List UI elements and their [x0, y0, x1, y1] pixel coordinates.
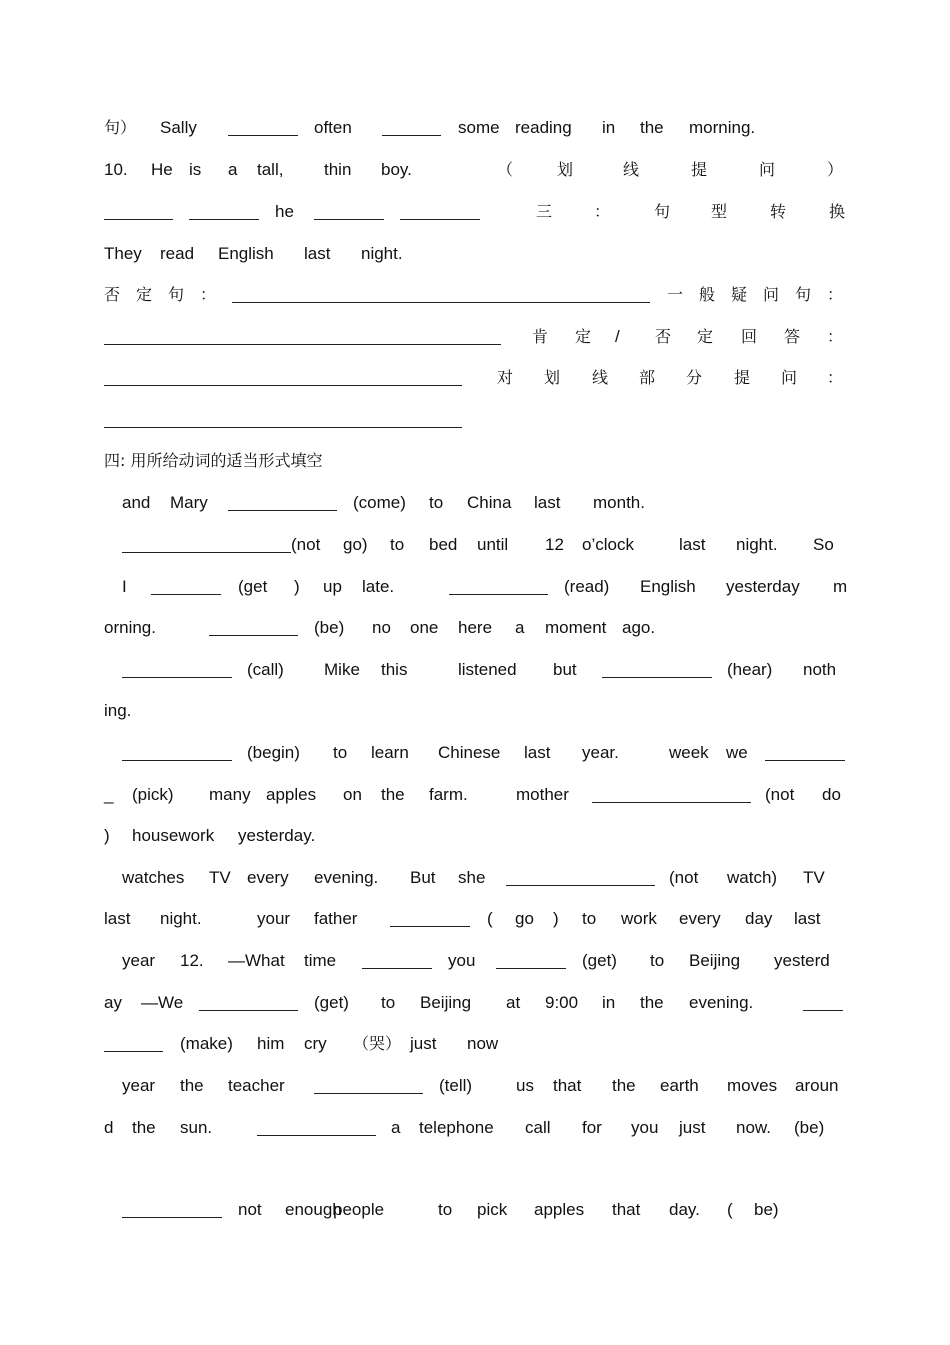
worksheet-word: listened	[458, 660, 517, 679]
worksheet-word: yesterday	[726, 577, 800, 596]
worksheet-word: the	[381, 785, 405, 804]
worksheet-word: ing.	[104, 701, 132, 720]
answer-blank[interactable]	[506, 885, 655, 886]
worksheet-word: (make)	[180, 1034, 233, 1053]
worksheet-word: year	[122, 951, 156, 970]
worksheet-word: he	[275, 202, 294, 221]
worksheet-word: is	[189, 160, 202, 179]
worksheet-word: 转	[770, 202, 787, 221]
worksheet-word: thin	[324, 160, 352, 179]
worksheet-word: you	[631, 1118, 659, 1137]
worksheet-word: call	[525, 1118, 551, 1137]
worksheet-word: farm.	[429, 785, 468, 804]
worksheet-word: learn	[371, 743, 409, 762]
worksheet-word: —What	[228, 951, 285, 970]
worksheet-word: 线	[623, 160, 640, 179]
worksheet-word: 对	[497, 368, 514, 387]
worksheet-line	[0, 158, 950, 182]
worksheet-word: Mike	[324, 660, 360, 679]
worksheet-word: go)	[343, 535, 368, 554]
worksheet-word: morning.	[689, 118, 756, 137]
worksheet-word: boy.	[381, 160, 412, 179]
worksheet-line	[0, 575, 950, 599]
worksheet-word: now	[467, 1034, 499, 1053]
worksheet-line	[0, 1198, 950, 1222]
answer-blank[interactable]	[592, 802, 751, 803]
worksheet-line	[0, 741, 950, 765]
worksheet-word: tall,	[257, 160, 284, 179]
worksheet-word: evening.	[689, 993, 754, 1012]
worksheet-word: you	[448, 951, 476, 970]
worksheet-line	[0, 991, 950, 1015]
worksheet-word: up	[323, 577, 342, 596]
worksheet-word: 句	[795, 285, 812, 304]
worksheet-word: 定	[575, 327, 592, 346]
worksheet-line	[0, 491, 950, 515]
worksheet-word: He	[151, 160, 173, 179]
worksheet-word: ：	[594, 202, 611, 221]
worksheet-line	[0, 658, 950, 682]
worksheet-word: bed	[429, 535, 458, 554]
worksheet-word: 回	[741, 327, 758, 346]
worksheet-word: teacher	[228, 1076, 285, 1095]
worksheet-word: 10.	[104, 160, 128, 179]
worksheet-word: 问	[759, 160, 776, 179]
worksheet-word: last	[679, 535, 706, 554]
worksheet-word: every	[679, 909, 721, 928]
worksheet-line	[0, 824, 950, 848]
worksheet-word: watches	[122, 868, 185, 887]
worksheet-word: day	[745, 909, 773, 928]
answer-blank[interactable]	[104, 219, 173, 220]
answer-blank[interactable]	[496, 968, 566, 969]
worksheet-word: last	[104, 909, 131, 928]
worksheet-word: yesterday.	[238, 826, 316, 845]
worksheet-word: 分	[686, 368, 703, 387]
worksheet-word: time	[304, 951, 337, 970]
worksheet-line	[0, 616, 950, 640]
worksheet-word: late.	[362, 577, 395, 596]
worksheet-word: we	[726, 743, 748, 762]
worksheet-word: 换	[829, 202, 846, 221]
worksheet-word: aroun	[795, 1076, 839, 1095]
worksheet-word: 肯	[532, 327, 549, 346]
worksheet-line	[0, 325, 950, 349]
worksheet-word: 否	[104, 285, 121, 304]
answer-blank[interactable]	[449, 594, 548, 595]
worksheet-word: not	[238, 1200, 262, 1219]
worksheet-word: 问	[763, 285, 780, 304]
worksheet-word: Mary	[170, 493, 208, 512]
worksheet-word: week	[669, 743, 709, 762]
worksheet-word: (pick)	[132, 785, 174, 804]
worksheet-word: evening.	[314, 868, 379, 887]
worksheet-word: a	[391, 1118, 401, 1137]
worksheet-word: last	[524, 743, 551, 762]
answer-blank[interactable]	[382, 135, 441, 136]
answer-blank[interactable]	[314, 1093, 423, 1094]
answer-blank[interactable]	[765, 760, 845, 761]
worksheet-word: (read)	[564, 577, 610, 596]
worksheet-word: (not	[291, 535, 321, 554]
worksheet-word: work	[621, 909, 657, 928]
worksheet-word: sun.	[180, 1118, 213, 1137]
worksheet-word: earth	[660, 1076, 699, 1095]
worksheet-word: (	[727, 1200, 733, 1219]
worksheet-word: China	[467, 493, 512, 512]
answer-blank[interactable]	[257, 1135, 376, 1136]
worksheet-word: she	[458, 868, 486, 887]
answer-blank[interactable]	[151, 594, 221, 595]
worksheet-word: 句	[654, 202, 671, 221]
worksheet-word: some	[458, 118, 500, 137]
worksheet-word: (	[487, 909, 493, 928]
answer-blank[interactable]	[228, 135, 298, 136]
worksheet-word: year.	[582, 743, 619, 762]
worksheet-word: do	[822, 785, 841, 804]
worksheet-word: 划	[544, 368, 561, 387]
worksheet-word: enough	[285, 1200, 342, 1219]
worksheet-line	[0, 116, 950, 140]
worksheet-word: (come)	[353, 493, 406, 512]
answer-blank[interactable]	[228, 510, 337, 511]
worksheet-word: Sally	[160, 118, 197, 137]
worksheet-word: housework	[132, 826, 215, 845]
worksheet-word: day.	[669, 1200, 700, 1219]
worksheet-word: 一	[667, 285, 684, 304]
worksheet-word: （	[497, 160, 514, 179]
worksheet-word: (be)	[794, 1118, 825, 1137]
worksheet-line	[0, 783, 950, 807]
worksheet-word: cry	[304, 1034, 327, 1053]
worksheet-word: (get)	[582, 951, 617, 970]
worksheet-word: on	[343, 785, 362, 804]
worksheet-word: 12	[545, 535, 564, 554]
worksheet-word: apples	[534, 1200, 585, 1219]
worksheet-word: 线	[592, 368, 609, 387]
worksheet-word: 般	[699, 285, 716, 304]
worksheet-word: month.	[593, 493, 645, 512]
worksheet-word: for	[582, 1118, 602, 1137]
answer-blank[interactable]	[390, 926, 470, 927]
worksheet-word: (not	[669, 868, 699, 887]
worksheet-word: us	[516, 1076, 534, 1095]
answer-blank[interactable]	[104, 427, 462, 428]
worksheet-word: in	[602, 118, 616, 137]
worksheet-word: reading	[515, 118, 572, 137]
worksheet-word: ago.	[622, 618, 656, 637]
answer-blank[interactable]	[199, 1010, 298, 1011]
worksheet-word: (tell)	[439, 1076, 473, 1095]
worksheet-word: d	[104, 1118, 114, 1137]
worksheet-word: read	[160, 244, 195, 263]
worksheet-word: to	[650, 951, 665, 970]
worksheet-word: 否	[655, 327, 672, 346]
worksheet-word: 定	[136, 285, 153, 304]
worksheet-word: the	[612, 1076, 636, 1095]
answer-blank[interactable]	[104, 1051, 163, 1052]
worksheet-word: (be)	[314, 618, 345, 637]
worksheet-word: every	[247, 868, 289, 887]
worksheet-word: last	[534, 493, 561, 512]
worksheet-word: yesterd	[774, 951, 830, 970]
worksheet-word: _	[104, 785, 114, 804]
worksheet-word: night.	[361, 244, 403, 263]
worksheet-line	[0, 283, 950, 307]
worksheet-word: /	[615, 327, 620, 346]
answer-blank[interactable]	[122, 1217, 222, 1218]
worksheet-word: ：	[827, 368, 844, 387]
worksheet-word: night.	[736, 535, 778, 554]
worksheet-word: （哭）	[353, 1034, 402, 1053]
worksheet-word: noth	[803, 660, 837, 679]
worksheet-line	[0, 949, 950, 973]
worksheet-word: 提	[734, 368, 751, 387]
answer-blank[interactable]	[122, 760, 232, 761]
answer-blank[interactable]	[189, 219, 259, 220]
worksheet-word: English	[218, 244, 274, 263]
worksheet-word: (get	[238, 577, 268, 596]
worksheet-word: the	[180, 1076, 204, 1095]
worksheet-line	[0, 907, 950, 931]
worksheet-word: 四: 用所给动词的适当形式填空	[104, 451, 323, 470]
worksheet-word: TV	[209, 868, 231, 887]
worksheet-word: I	[122, 577, 127, 596]
worksheet-word: the	[640, 118, 664, 137]
worksheet-word: English	[640, 577, 696, 596]
worksheet-word: to	[333, 743, 348, 762]
worksheet-word: now.	[736, 1118, 771, 1137]
worksheet-word: one	[410, 618, 439, 637]
worksheet-word: Beijing	[420, 993, 472, 1012]
worksheet-word: 问	[781, 368, 798, 387]
worksheet-word: to	[390, 535, 405, 554]
worksheet-line	[0, 1032, 950, 1056]
worksheet-word: 部	[639, 368, 656, 387]
worksheet-word: (get)	[314, 993, 349, 1012]
worksheet-word: father	[314, 909, 358, 928]
worksheet-word: 9:00	[545, 993, 579, 1012]
worksheet-line	[0, 1116, 950, 1140]
answer-blank[interactable]	[362, 968, 432, 969]
worksheet-word: in	[602, 993, 616, 1012]
worksheet-word: ay	[104, 993, 122, 1012]
worksheet-word: 答	[784, 327, 801, 346]
worksheet-word: night.	[160, 909, 202, 928]
worksheet-word: (hear)	[727, 660, 773, 679]
worksheet-word: to	[438, 1200, 453, 1219]
worksheet-word: )	[553, 909, 559, 928]
worksheet-word: be)	[754, 1200, 779, 1219]
worksheet-line	[0, 408, 950, 432]
worksheet-word: at	[506, 993, 521, 1012]
worksheet-word: last	[304, 244, 331, 263]
worksheet-line	[0, 366, 950, 390]
worksheet-word: moment	[545, 618, 607, 637]
worksheet-word: TV	[803, 868, 825, 887]
worksheet-word: 划	[557, 160, 574, 179]
worksheet-word: ：	[827, 285, 844, 304]
answer-blank[interactable]	[209, 635, 298, 636]
worksheet-line	[0, 200, 950, 224]
worksheet-word: that	[612, 1200, 641, 1219]
worksheet-word: 定	[697, 327, 714, 346]
worksheet-word: a	[228, 160, 238, 179]
worksheet-word: pick	[477, 1200, 508, 1219]
worksheet-word: just	[679, 1118, 706, 1137]
answer-blank[interactable]	[602, 677, 712, 678]
worksheet-word: moves	[727, 1076, 778, 1095]
worksheet-word: 疑	[731, 285, 748, 304]
answer-blank[interactable]	[314, 219, 384, 220]
worksheet-word: but	[553, 660, 577, 679]
worksheet-word: So	[813, 535, 834, 554]
answer-blank[interactable]	[122, 677, 232, 678]
worksheet-line	[0, 866, 950, 890]
worksheet-word: that	[553, 1076, 582, 1095]
worksheet-word: (call)	[247, 660, 284, 679]
answer-blank[interactable]	[803, 1010, 843, 1011]
worksheet-word: But	[410, 868, 436, 887]
worksheet-line	[0, 699, 950, 723]
worksheet-word: until	[477, 535, 509, 554]
worksheet-word: mother	[516, 785, 569, 804]
worksheet-line	[0, 242, 950, 266]
worksheet-word: m	[833, 577, 848, 596]
worksheet-word: They	[104, 244, 142, 263]
worksheet-word: year	[122, 1076, 156, 1095]
answer-blank[interactable]	[400, 219, 480, 220]
worksheet-word: to	[582, 909, 597, 928]
worksheet-word: ：	[200, 285, 217, 304]
worksheet-line	[0, 449, 950, 473]
worksheet-word: last	[794, 909, 821, 928]
worksheet-word: many	[209, 785, 251, 804]
worksheet-line	[0, 1074, 950, 1098]
worksheet-word: no	[372, 618, 391, 637]
worksheet-word: your	[257, 909, 291, 928]
worksheet-word: ：	[827, 327, 844, 346]
answer-blank[interactable]	[104, 385, 462, 386]
worksheet-word: orning.	[104, 618, 156, 637]
answer-blank[interactable]	[232, 302, 650, 303]
worksheet-word: and	[122, 493, 151, 512]
worksheet-word: (begin)	[247, 743, 300, 762]
worksheet-word: )	[294, 577, 300, 596]
worksheet-word: just	[410, 1034, 437, 1053]
worksheet-word: 三	[536, 202, 553, 221]
worksheet-word: —We	[141, 993, 184, 1012]
worksheet-word: ）	[827, 160, 844, 179]
worksheet-word: often	[314, 118, 352, 137]
worksheet-word: people	[333, 1200, 385, 1219]
worksheet-word: apples	[266, 785, 317, 804]
worksheet-word: telephone	[419, 1118, 494, 1137]
worksheet-word: this	[381, 660, 408, 679]
worksheet-word: )	[104, 826, 110, 845]
worksheet-word: Chinese	[438, 743, 501, 762]
worksheet-word: 型	[711, 202, 728, 221]
worksheet-word: to	[429, 493, 444, 512]
worksheet-word: watch)	[727, 868, 778, 887]
worksheet-word: 句）	[104, 118, 137, 137]
worksheet-word: him	[257, 1034, 285, 1053]
worksheet-word: to	[381, 993, 396, 1012]
answer-blank[interactable]	[122, 552, 291, 553]
worksheet-word: the	[132, 1118, 156, 1137]
worksheet-word: Beijing	[689, 951, 741, 970]
worksheet-word: 12.	[180, 951, 204, 970]
worksheet-word: here	[458, 618, 493, 637]
worksheet-word: (not	[765, 785, 795, 804]
worksheet-word: the	[640, 993, 664, 1012]
worksheet-line	[0, 533, 950, 557]
worksheet-word: 提	[691, 160, 708, 179]
worksheet-word: o’clock	[582, 535, 634, 554]
answer-blank[interactable]	[104, 344, 501, 345]
worksheet-word: go	[515, 909, 534, 928]
worksheet-word: 句	[168, 285, 185, 304]
worksheet-word: a	[515, 618, 525, 637]
